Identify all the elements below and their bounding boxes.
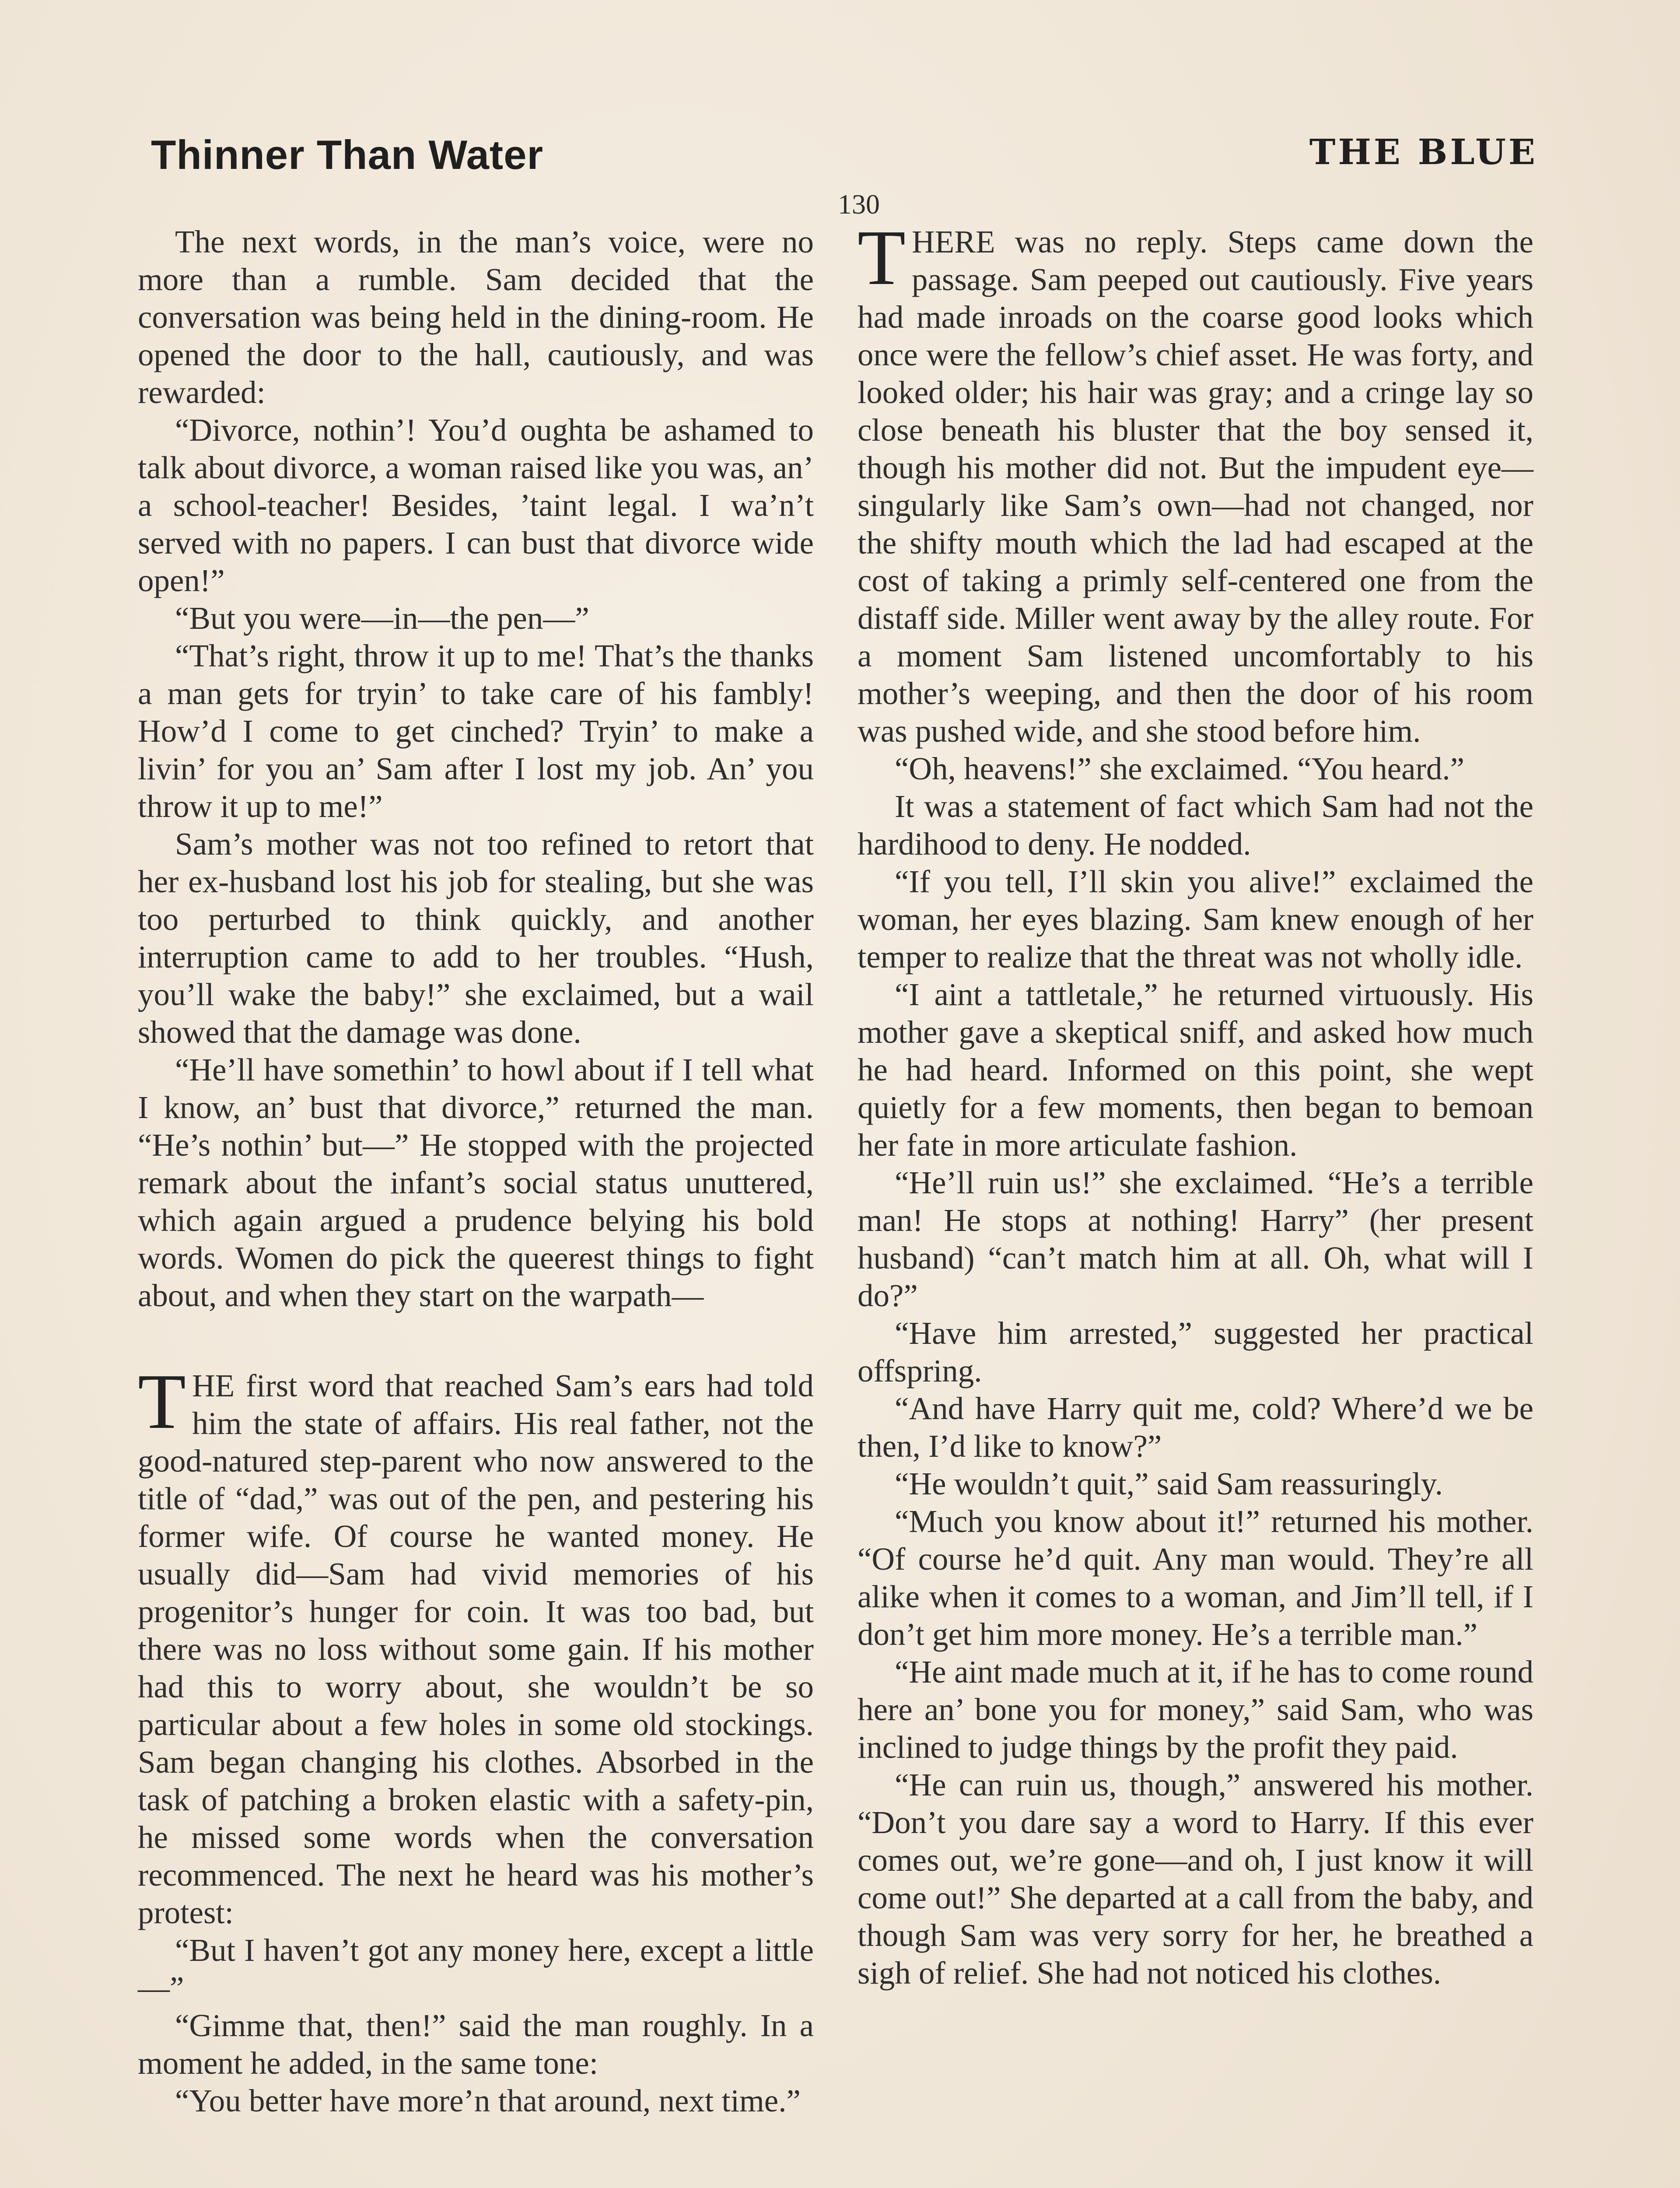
paragraph: “Oh, heavens!” she exclaimed. “You heard.” [895, 751, 1465, 786]
paragraph: “And have Harry quit me, cold? Where’d we be then, I’d like to know?” [858, 1391, 1533, 1464]
paragraph: The next words, in the man’s voice, were no more than a rumble. Sam decided that the conversation was being held in the dining-room. He opened the door to the hall, cautiously, and was rewarded: [138, 224, 814, 410]
right-column [858, 214, 1533, 1992]
paragraph: “If you tell, I’ll skin you alive!” exclaimed the woman, her eyes blazing. Sam knew enough of her temper to realize that the threat was not wholly idle. [858, 864, 1533, 975]
paragraph-text: HERE was no reply. Steps came down the passage. Sam peeped out cautiously. Five years had made inroads on the coarse good looks which once were the fellow’s chief asset. He was forty, and looked older; his hair was gray; and a cringe lay so close beneath his bluster that the boy sensed it, though his mother did not. But the impudent eye—singularly like Sam’s own—had not changed, nor the shifty mouth which the lad had escaped at the cost of taking a primly self-centered one from the distaff side. Miller went away by the alley route. For a moment Sam listened uncomfortably to his mother’s weeping, and then the door of his room was pushed wide, and she stood before him. [858, 224, 1533, 749]
paragraph: “But I haven’t got any money here, except a little—” [138, 1932, 814, 2006]
paragraph: “He wouldn’t quit,” said Sam reassuringly. [895, 1466, 1443, 1501]
page-number: 130 [838, 189, 880, 220]
paragraph: “He’ll ruin us!” she exclaimed. “He’s a terrible man! He stops at nothing! Harry” (her present husband) “can’t match him at all. Oh, what will I do?” [858, 1165, 1533, 1313]
story-title: Thinner Than Water [151, 132, 544, 178]
paragraph: “Much you know about it!” returned his mother. “Of course he’d quit. Any man would. They’re all alike when it comes to a woman, and Jim’ll tell, if I don’t get him more money. He’s a terrible man.” [858, 1504, 1533, 1652]
section-opening-paragraph [138, 1358, 814, 1932]
paragraph: “I aint a tattletale,” he returned virtuously. His mother gave a skeptical sniff, and asked how much he had heard. Informed on this point, she wept quietly for a few moments, then began to bemoan her fate in more articulate fashion. [858, 977, 1533, 1163]
left-column [138, 223, 814, 2120]
paragraph: Sam’s mother was not too refined to retort that her ex-husband lost his job for stealing, but she was too perturbed to think quickly, and another interruption came to add to her troubles. “Hush, you’ll wake the baby!” she exclaimed, but a wail showed that the damage was done. [138, 826, 814, 1050]
section-break [138, 1315, 814, 1367]
magazine-name: THE BLUE [1309, 131, 1538, 172]
paragraph: It was a statement of fact which Sam had not the hardihood to deny. He nodded. [858, 789, 1533, 862]
paragraph: “He aint made much at it, if he has to come round here an’ bone you for money,” said Sam, who was inclined to judge things by the profit they paid. [858, 1654, 1533, 1765]
paragraph: “He’ll have somethin’ to howl about if I tell what I know, an’ bust that divorce,” returned the man. “He’s nothin’ but—” He stopped with the projected remark about the infant’s social status unuttered, which again argued a prudence belying his bold words. Women do pick the queerest things to fight about, and when they start on the warpath— [138, 1052, 814, 1313]
drop-cap: T [138, 1358, 186, 1445]
section-opening-paragraph [858, 214, 1533, 750]
paragraph: “That’s right, throw it up to me! That’s the thanks a man gets for tryin’ to take care of his fambly! How’d I come to get cinched? Tryin’ to make a livin’ for you an’ Sam after I lost my job. An’ you throw it up to me!” [138, 638, 814, 824]
paragraph: “But you were—in—the pen—” [175, 600, 589, 636]
paragraph: “Divorce, nothin’! You’d oughta be ashamed to talk about divorce, a woman raised like you was, an’ a school-teacher! Besides, ’taint legal. I wa’n’t served with no papers. I can bust that divorce wide open!” [138, 412, 814, 598]
paragraph: “Have him arrested,” suggested her practical offspring. [858, 1315, 1533, 1389]
paragraph-text: HE first word that reached Sam’s ears had told him the state of affairs. His real father, not the good-natured step-parent who now answered to the title of “dad,” was out of the pen, and pestering his former wife. Of course he wanted money. He usually did—Sam had vivid memories of his progenitor’s hunger for coin. It was too bad, but there was no loss without some gain. If his mother had this to worry about, she wouldn’t be so particular about a few holes in some old stockings. Sam began changing his clothes. Absorbed in the task of patching a broken elastic with a safety-pin, he missed some words when the conversation recommenced. The next he heard was his mother’s protest: [138, 1368, 814, 1930]
drop-cap: T [858, 214, 906, 301]
paragraph: “You better have more’n that around, next time.” [175, 2083, 801, 2118]
paragraph: “Gimme that, then!” said the man roughly. In a moment he added, in the same tone: [138, 2008, 814, 2081]
paragraph: “He can ruin us, though,” answered his mother. “Don’t you dare say a word to Harry. If this ever comes out, we’re gone—and oh, I just know it will come out!” She departed at a call from the baby, and though Sam was very sorry for her, he breathed a sigh of relief. She had not noticed his clothes. [858, 1767, 1533, 1991]
